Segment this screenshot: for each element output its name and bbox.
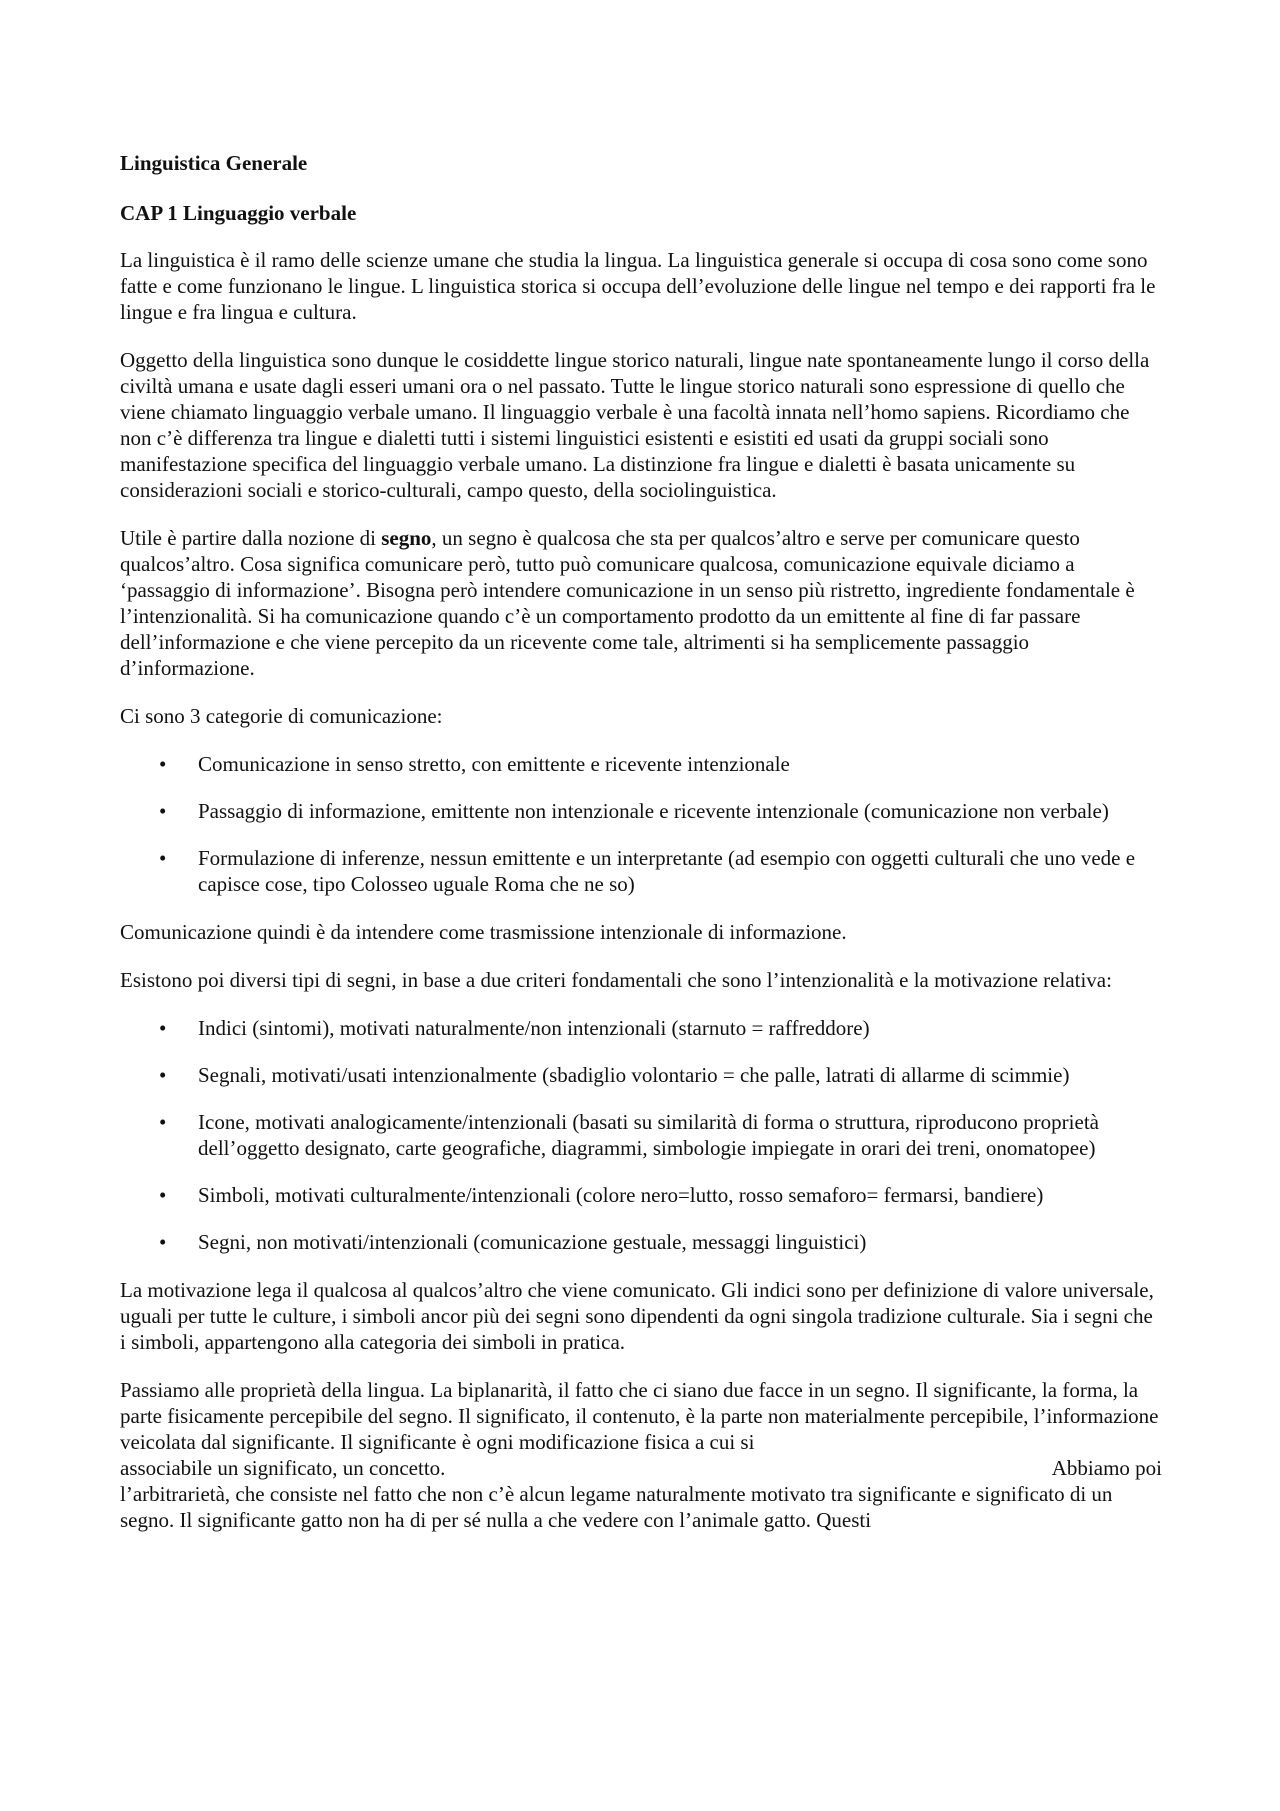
list-item	[120, 1229, 1162, 1255]
list-item-text: Indici (sintomi), motivati naturalmente/non intenzionali (starnuto = raffreddore)	[198, 1016, 870, 1040]
bullet-marker: •	[159, 1230, 167, 1254]
paragraph-intro: La linguistica è il ramo delle scienze umane che studia la lingua. La linguistica generale si occupa di cosa sono come sono fatte e come funzionano le lingue. L linguistica storica si occupa dell’evoluzione delle lingue nel tempo e dei rapporti fra le lingue e fra lingua e cultura.	[120, 248, 1156, 324]
list-item-text: Comunicazione in senso stretto, con emittente e ricevente intenzionale	[198, 752, 790, 776]
bullet-marker: •	[159, 1110, 167, 1134]
chapter-heading: CAP 1 Linguaggio verbale	[120, 201, 357, 225]
document-body	[120, 150, 1162, 1533]
list-item	[120, 845, 1162, 897]
paragraph-split-line	[120, 1455, 1162, 1481]
list-item	[120, 1109, 1162, 1161]
list-item-text: Segnali, motivati/usati intenzionalmente (sbadiglio volontario = che palle, latrati di allarme di scimmie)	[198, 1063, 1070, 1087]
paragraph-language-properties	[120, 1377, 1162, 1533]
list-item	[120, 1182, 1162, 1208]
list-item	[120, 1062, 1162, 1088]
bullet-marker: •	[159, 799, 167, 823]
paragraph-object: Oggetto della linguistica sono dunque le cosiddette lingue storico naturali, lingue nate spontaneamente lungo il corso della civiltà umana e usate dagli esseri umani ora o nel passato. Tutte le lingue storico naturali sono espressione di quello che viene chiamato linguaggio verbale umano. Il linguaggio verbale è una facoltà innata nell’homo sapiens. Ricordiamo che non c’è differenza tra lingue e dialetti tutti i sistemi linguistici esistenti e esistiti ed usati da gruppi sociali sono manifestazione specifica del linguaggio verbale umano. La distinzione fra lingue e dialetti è basata unicamente su considerazioni sociali e storico-culturali, campo questo, della sociolinguistica.	[120, 348, 1150, 502]
list-item-text: Formulazione di inferenze, nessun emittente e un interpretante (ad esempio con oggetti culturali che uno vede e capisce cose, tipo Colosseo uguale Roma che ne so)	[198, 846, 1136, 896]
bullet-marker: •	[159, 752, 167, 776]
term-segno: segno	[381, 526, 432, 550]
paragraph-segno-text-after: , un segno è qualcosa che sta per qualcos’altro e serve per comunicare questo qualcos’altro. Cosa significa comunicare però, tutto può comunicare qualcosa, comunicazione equivale diciamo a ‘passaggio di informazione’. Bisogna però intendere comunicazione in un senso più ristretto, ingrediente fondamentale è l’intenzionalità. Si ha comunicazione quando c’è un comportamento prodotto da un emittente al fine di far passare dell’informazione e che viene percepito da un ricevente come tale, altrimenti si ha semplicemente passaggio d’informazione.	[120, 526, 1135, 680]
paragraph-language-properties-part2: l’arbitrarietà, che consiste nel fatto che non c’è alcun legame naturalmente motivato tra significante e significato di un segno. Il significante gatto non ha di per sé nulla a che vedere con l’animale gatto. Questi	[120, 1482, 1113, 1532]
list-item	[120, 751, 1162, 777]
bullet-marker: •	[159, 846, 167, 870]
bullet-marker: •	[159, 1183, 167, 1207]
paragraph-categories-intro: Ci sono 3 categorie di comunicazione:	[120, 704, 443, 728]
list-item-text: Icone, motivati analogicamente/intenzionali (basati su similarità di forma o struttura, riproducono proprietà dell’oggetto designato, carte geografiche, diagrammi, simbologie impiegate in orari dei treni, onomatopee)	[198, 1110, 1099, 1160]
paragraph-language-properties-part1: Passiamo alle proprietà della lingua. La biplanarità, il fatto che ci siano due facce in un segno. Il significante, la forma, la parte fisicamente percepibile del segno. Il significato, il contenuto, è la parte non materialmente percepibile, l’informazione veicolata dal significante. Il significante è ogni modificazione fisica a cui si	[120, 1378, 1159, 1454]
paragraph-communication-definition: Comunicazione quindi è da intendere come trasmissione intenzionale di informazione.	[120, 920, 847, 944]
split-line-left: associabile un significato, un concetto.	[120, 1456, 446, 1480]
list-item-text: Simboli, motivati culturalmente/intenzionali (colore nero=lutto, rosso semaforo= fermarsi, bandiere)	[198, 1183, 1044, 1207]
sign-types-list	[120, 1015, 1162, 1255]
bullet-marker: •	[159, 1063, 167, 1087]
list-item-text: Passaggio di informazione, emittente non intenzionale e ricevente intenzionale (comunicazione non verbale)	[198, 799, 1109, 823]
paragraph-motivation: La motivazione lega il qualcosa al qualcos’altro che viene comunicato. Gli indici sono per definizione di valore universale, uguali per tutte le culture, i simboli ancor più dei segni sono dipendenti da ogni singola tradizione culturale. Sia i segni che i simboli, appartengono alla categoria dei simboli in pratica.	[120, 1278, 1154, 1354]
list-item-text: Segni, non motivati/intenzionali (comunicazione gestuale, messaggi linguistici)	[198, 1230, 867, 1254]
split-line-right: Abbiamo poi	[1051, 1456, 1162, 1480]
document-title: Linguistica Generale	[120, 151, 308, 175]
communication-categories-list	[120, 751, 1162, 897]
paragraph-segno-text-before: Utile è partire dalla nozione di	[120, 526, 382, 550]
bullet-marker: •	[159, 1016, 167, 1040]
list-item	[120, 1015, 1162, 1041]
paragraph-segno	[120, 525, 1162, 681]
paragraph-sign-types-intro: Esistono poi diversi tipi di segni, in base a due criteri fondamentali che sono l’intenzionalità e la motivazione relativa:	[120, 968, 1112, 992]
list-item	[120, 798, 1162, 824]
